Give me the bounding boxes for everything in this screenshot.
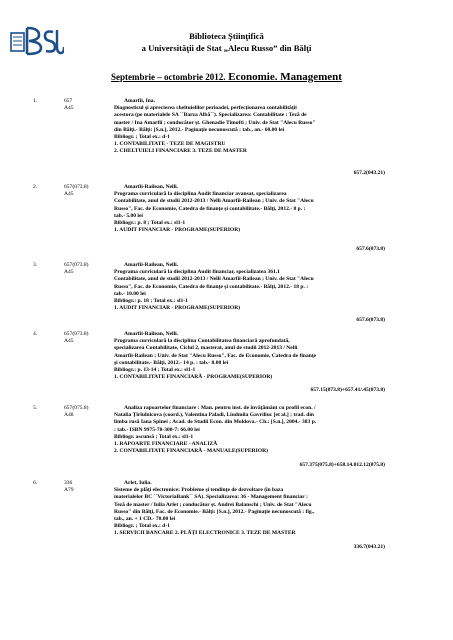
entry-line: Sisteme de plăţi electronice: Probleme şi tendinţe de dezvoltare (în baza — [114, 487, 284, 494]
entry-line: din Bălţi.- Bălţi: [S.n.], 2012.- Paginaţie necunoscută : tab., an.- 60.00 lei — [114, 126, 285, 133]
entry-line: limba rusă Iana Spinei ; Acad. de Studii Econ. din Moldova.- Ch.: [S.n.], 2004.- 383 p. — [114, 419, 317, 426]
entry-line: acestora (pe materialele SA ``Barza Albă``). Specializarea: Contabilitate : Teză de — [114, 112, 307, 119]
library-name: Biblioteca Ştiinţifică — [189, 31, 264, 41]
entry-line: 2. CHELTUIELI FINANCIARE 3. TEZE DE MASTER — [114, 148, 247, 155]
entry-line: 1. CONTABILITATE - TEZE DE MAGISTRU — [114, 141, 226, 148]
entry-author: Arlet, Iulia. — [124, 480, 152, 486]
entry-classification: 657(073.8) — [64, 184, 89, 190]
entry-line: Programa curriculară la disciplina Contabilitatea financiară aprofundată, — [114, 338, 290, 345]
section-title — [0, 71, 453, 83]
entry-line: Bibliogr. ; Total ex.: d-1 — [114, 134, 170, 140]
entry-shelfmark: A48 — [64, 412, 74, 419]
section-subject: Economie. Management — [225, 71, 342, 83]
entry-line: tab., an. + 1 CD.- 70.00 lei — [114, 516, 176, 522]
entry-line: Contabilitate, anul de studii 2012-2013 / Nelli Amarfii-Railean ; Univ. de Stat "Alecu — [114, 198, 314, 205]
entry-author: Amarfii-Railean, Nelli. — [124, 262, 179, 268]
entry-number: 6. — [33, 480, 38, 486]
entry-description — [114, 338, 390, 381]
entry-author: Amarfii-Railean, Nelli. — [124, 331, 179, 337]
entry-line: Russo", Fac. de Economie, Catedra de finanţe şi contabilitate.- Bălţi, 2012.- 8 p. : — [114, 205, 306, 212]
section-period: Septembrie – octombrie 2012. — [111, 72, 226, 82]
entry-udc-code: 657.375(075.8)+658.14.012.12(075.8) — [299, 462, 385, 468]
entry-line: 1. AUDIT FINANCIAR - PROGRAME(SUPERIOR) — [114, 227, 241, 234]
entry-line: Teză de master / Iulia Arlet ; conducător şt. Andrei Balanschi ; Univ. de Stat "Alecu — [114, 501, 312, 508]
entry-line: Bibliogr. ascunsă ; Total ex.: sl1-1 — [114, 433, 194, 440]
entry-shelfmark: A45 — [64, 191, 74, 198]
entry-line: Natalia Ţîrîulnicova (coord.), Valentina Paladi, Liudmila Gavriliuc [et al.] ; trad. din — [114, 412, 315, 419]
entry-line: tab.- 10.00 lei — [114, 290, 146, 297]
entry-line: 1. SERVICII BANCARE 2. PLĂŢI ELECTRONICE 3. TEZE DE MASTER — [114, 530, 296, 537]
entry-udc-code: 336.7(043.21) — [353, 544, 385, 550]
entry-author: Amarfii, Ina. — [124, 98, 155, 104]
entry-line: master / Ina Amarfii ; conducător şt. Ghenadie Timofti ; Univ. de Stat "Alecu Russo" — [114, 119, 316, 126]
entry-line: specializarea Contabilitate, Ciclul 2, masterat, anul de studii 2012-2013 / Nelli — [114, 345, 298, 352]
entry-udc-code: 657.15(073.8)+657.41/.45(073.8) — [310, 387, 385, 393]
entry-udc-code: 657.6(073.8) — [356, 317, 385, 323]
entry-line: Bibliogr.: p. 18 ; Total ex.: sl1-1 — [114, 298, 188, 304]
entry-line: Bibliogr.: p. 8 ; Total ex.: sl1-1 — [114, 220, 186, 226]
entry-line: : tab.- ISBN 9975-78-300-7: 66.00 lei — [114, 426, 200, 433]
entry-number: 1. — [33, 98, 38, 104]
entry-line: tab.- 5.00 lei — [114, 212, 143, 219]
entry-line: Bibliogr.: p. 13-14 ; Total ex.: sl1-1 — [114, 367, 196, 373]
entry-line: şi contabilitate.- Bălţi, 2012.- 14 p. : tab.- 8.00 lei — [114, 359, 229, 366]
entry-number: 2. — [33, 184, 38, 190]
entry-shelfmark: A79 — [64, 487, 74, 494]
entry-line: Programa curriculară la disciplina Audit financiar, specializatea 361.1 — [114, 269, 280, 276]
entry-line: Diagnosticul şi aprecierea cheltuielilor perioadei, perfecţionarea contabilităţii — [114, 105, 297, 112]
entry-description — [114, 269, 390, 312]
entry-classification: 336 — [64, 480, 73, 486]
entry-description — [114, 487, 390, 537]
entry-line: Contabilitate, anul de studii 2012-2013 / Nelli Amarfii-Railean ; Univ. de Stat "Alecu — [114, 276, 314, 283]
entry-line: Programa curriculară la disciplina Audit financiar avansat, specializarea — [114, 191, 287, 198]
entry-line: Amarfii-Railean ; Univ. de Stat "Alecu Russo", Fac. de Economie, Catedra de finanţe — [114, 352, 317, 359]
entry-udc-code: 657.6(073.8) — [356, 246, 385, 252]
entry-shelfmark: A45 — [64, 105, 74, 112]
entry-description — [114, 105, 390, 155]
entry-description — [114, 191, 390, 234]
entry-line: 1. AUDIT FINANCIAR - PROGRAME(SUPERIOR) — [114, 305, 241, 312]
entry-shelfmark: A45 — [64, 338, 74, 345]
entry-author: Amarfii-Railean, Nelli. — [124, 184, 179, 190]
entry-shelfmark: A45 — [64, 269, 74, 276]
entry-classification: 657(075.8) — [64, 405, 89, 411]
entry-number: 3. — [33, 262, 38, 268]
entry-classification: 657(073.8) — [64, 331, 89, 337]
entry-author: Analiza rapoartelor financiare : Man. pentru inst. de învăţământ cu profil econ. / — [124, 405, 316, 411]
entry-line: materialelor BC ``VictoriaBank`` SA). Specializarea: 36 - Management financiar : — [114, 494, 308, 501]
entry-classification: 657 — [64, 98, 73, 104]
entry-line: Russo", Fac. de Economie, Catedra de finanţe şi contabilitate.- Bălţi, 2012.- 18 p. : — [114, 283, 309, 290]
entry-number: 5. — [33, 405, 38, 411]
university-name: a Universităţii de Stat „Alecu Russo” din Bălţi — [141, 43, 312, 53]
entry-number: 4. — [33, 331, 38, 337]
entry-line: 1. CONTABILITATE FINANCIARĂ - PROGRAME(SUPERIOR) — [114, 374, 273, 381]
entry-classification: 657(073.8) — [64, 262, 89, 268]
entry-udc-code: 657.2(043.21) — [353, 170, 385, 176]
entry-line: Russo" din Bălţi, Fac. de Economie.- Bălţi: [S.n.], 2012.- Paginaţie necunoscută : fig., — [114, 508, 315, 515]
entry-description — [114, 412, 390, 455]
entry-line: Bibliogr. ; Total ex.: d-1 — [114, 523, 170, 530]
entry-line: 2. CONTABILITATE FINANCIARĂ - MANUALE(SUPERIOR) — [114, 448, 268, 455]
entry-line: 1. RAPOARTE FINANCIARE - ANALIZĂ — [114, 441, 218, 447]
